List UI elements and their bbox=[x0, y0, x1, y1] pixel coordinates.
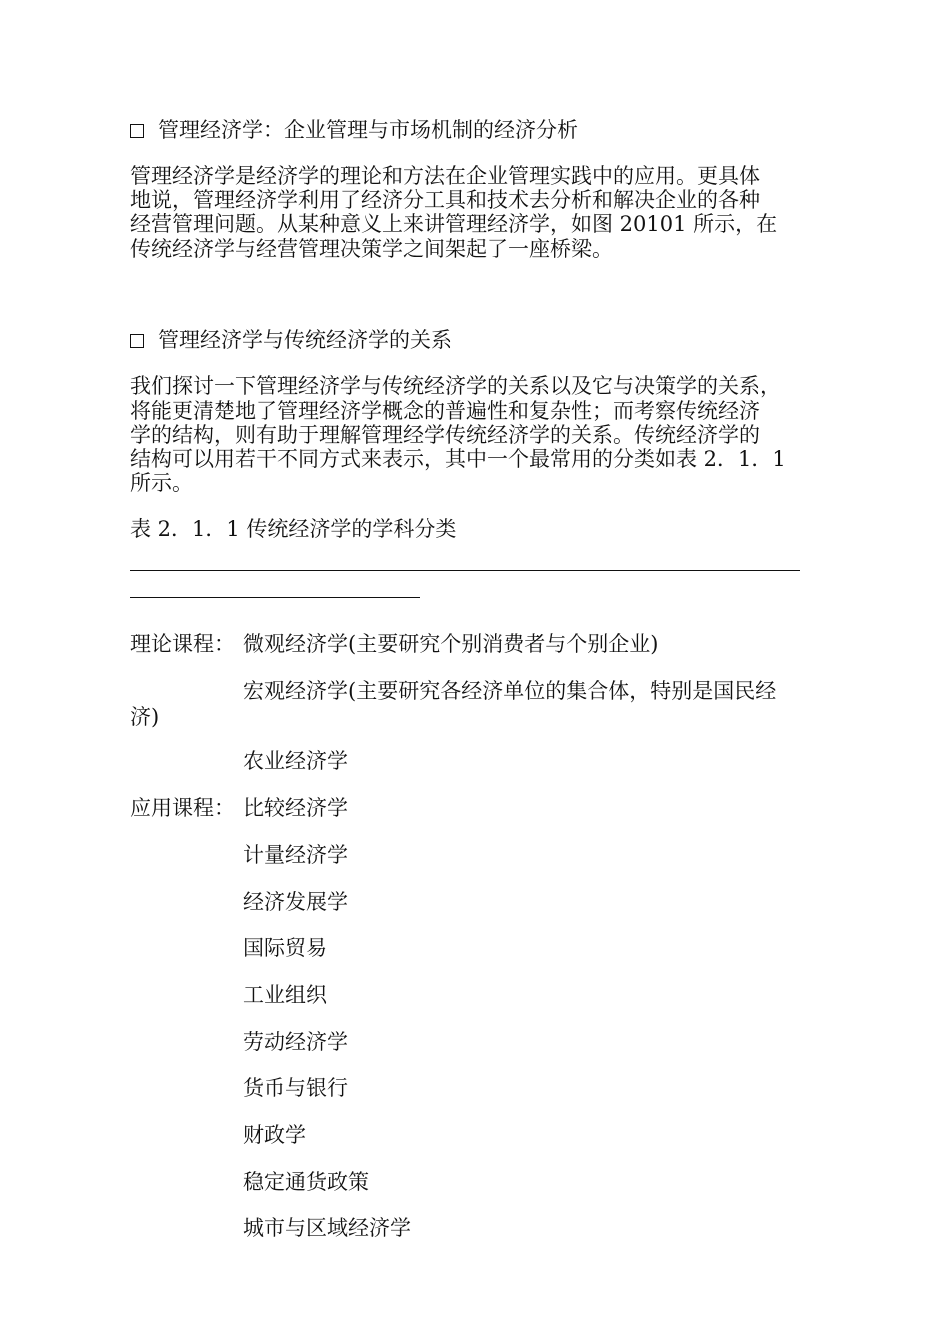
theory-course-item: 农业经济学 bbox=[243, 749, 348, 773]
paragraph-line: 地说，管理经济学利用了经济分工具和技术去分析和解决企业的各种 bbox=[130, 188, 760, 212]
paragraph-line: 经营管理问题。从某种意义上来讲管理经济学，如图 20101 所示，在 bbox=[130, 212, 778, 236]
paragraph-line: 管理经济学是经济学的理论和方法在企业管理实践中的应用。更具体 bbox=[130, 164, 760, 188]
section-heading-2 bbox=[130, 327, 452, 353]
applied-course-item: 国际贸易 bbox=[243, 936, 327, 960]
checkbox-square-icon bbox=[130, 124, 144, 138]
applied-courses-label: 应用课程： bbox=[130, 796, 235, 820]
theory-course-item-wrap: 济) bbox=[130, 705, 160, 729]
section-heading-1-text: 管理经济学：企业管理与市场机制的经济分析 bbox=[158, 118, 578, 142]
applied-course-item: 工业组织 bbox=[243, 983, 327, 1007]
paragraph-line: 我们探讨一下管理经济学与传统经济学的关系以及它与决策学的关系， bbox=[130, 374, 781, 398]
applied-course-item: 比较经济学 bbox=[243, 796, 348, 820]
table-rule-bottom bbox=[130, 597, 420, 598]
applied-course-item: 计量经济学 bbox=[243, 843, 348, 867]
paragraph-line: 所示。 bbox=[130, 471, 193, 495]
applied-course-item: 经济发展学 bbox=[243, 890, 348, 914]
paragraph-line: 传统经济学与经营管理决策学之间架起了一座桥梁。 bbox=[130, 237, 613, 261]
section-heading-1 bbox=[130, 117, 578, 143]
theory-courses-label: 理论课程： bbox=[130, 632, 235, 656]
paragraph-line: 将能更清楚地了管理经济学概念的普遍性和复杂性；而考察传统经济 bbox=[130, 399, 760, 423]
theory-course-item: 宏观经济学(主要研究各经济单位的集合体，特别是国民经 bbox=[243, 679, 777, 703]
paragraph-line: 学的结构，则有助于理解管理经学传统经济学的关系。传统经济学的 bbox=[130, 423, 760, 447]
applied-course-item: 财政学 bbox=[243, 1123, 306, 1147]
applied-course-item: 货币与银行 bbox=[243, 1076, 348, 1100]
checkbox-square-icon bbox=[130, 334, 144, 348]
applied-course-item: 城市与区域经济学 bbox=[243, 1216, 411, 1240]
paragraph-line: 结构可以用若干不同方式来表示，其中一个最常用的分类如表 2．1．1 bbox=[130, 447, 786, 471]
theory-course-item: 微观经济学(主要研究个别消费者与个别企业) bbox=[243, 632, 659, 656]
table-caption: 表 2．1．1 传统经济学的学科分类 bbox=[130, 517, 457, 541]
applied-course-item: 劳动经济学 bbox=[243, 1030, 348, 1054]
section-heading-2-text: 管理经济学与传统经济学的关系 bbox=[158, 328, 452, 352]
table-rule-top bbox=[130, 570, 800, 571]
applied-course-item: 稳定通货政策 bbox=[243, 1170, 369, 1194]
